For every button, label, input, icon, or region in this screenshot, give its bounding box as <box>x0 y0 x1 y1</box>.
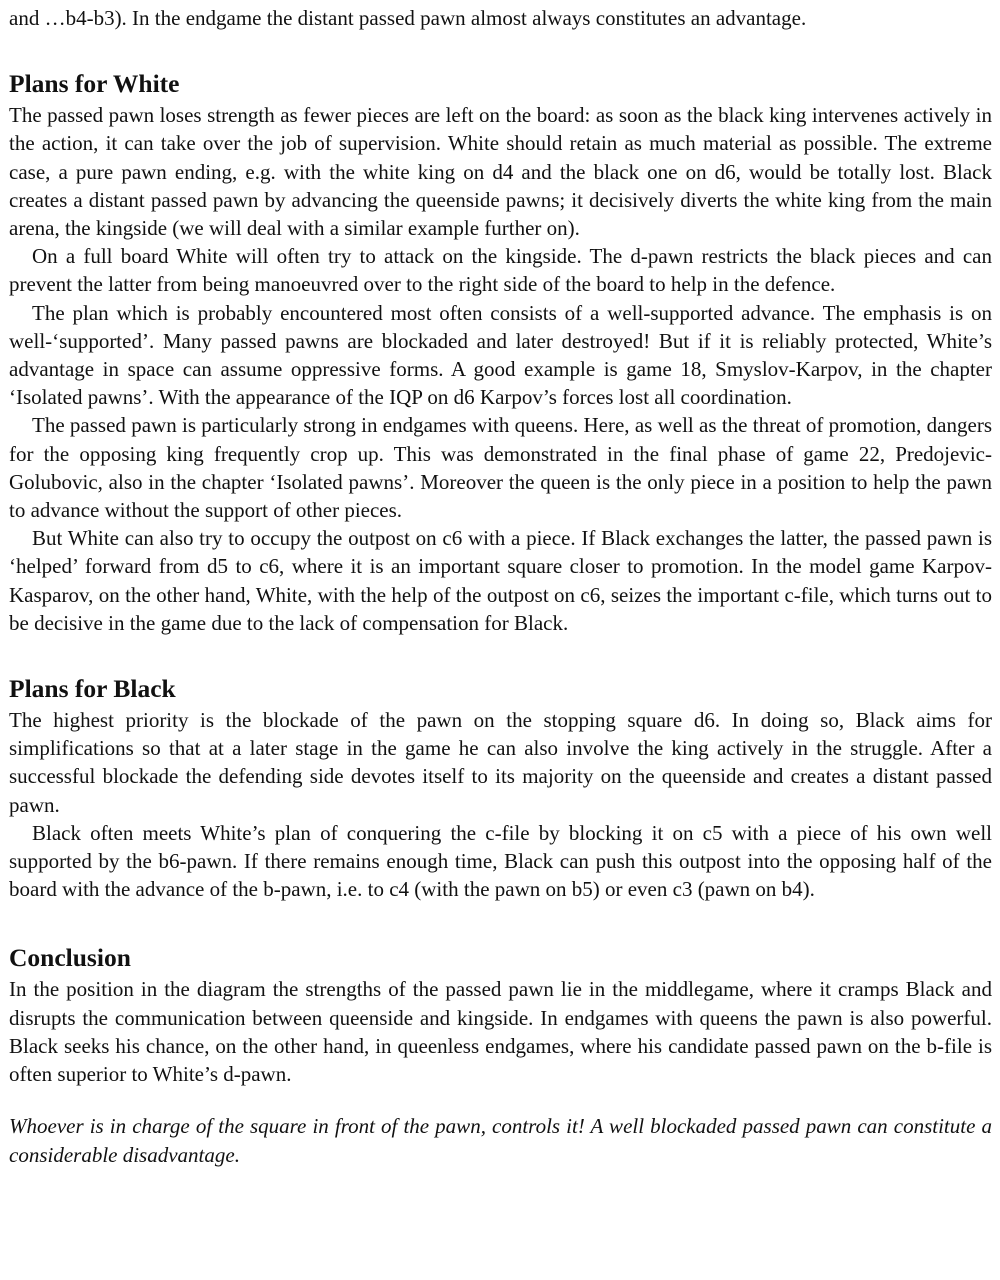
paragraph: The passed pawn is particularly strong in endgames with queens. Here, as well as the threat of promotion, dangers for the opposing king frequently crop up. This was demonstrated in the final phase of game 22, Predojevic-Golubovic, also in the chapter ‘Isolated pawns’. Moreover the queen is the only piece in a position to help the pawn to advance without the support of other pieces. <box>9 413 992 523</box>
paragraph: The plan which is probably encountered most often consists of a well-supported advance. The emphasis is on well-‘supported’. Many passed pawns are blockaded and later destroyed! But if it is reliably protected, White’s advantage in space can assume oppressive forms. A good example is game 18, Smyslov-Karpov, in the chapter ‘Isolated pawns’. With the appearance of the IQP on d6 Karpov’s forces lost all coordination. <box>9 300 992 410</box>
section-plans-black <box>9 672 992 903</box>
maxim-paragraph: Whoever is in charge of the square in front of the pawn, controls it! A well blockaded passed pawn can constitute a considerable disadvantage. <box>9 1114 992 1167</box>
paragraph: But White can also try to occupy the outpost on c6 with a piece. If Black exchanges the latter, the passed pawn is ‘helped’ forward from d5 to c6, where it is an important square closer to promotion. In the model game Karpov-Kasparov, on the other hand, White, with the help of the outpost on c6, seizes the important c-file, which turns out to be decisive in the game due to the lack of compensation for Black. <box>9 526 992 635</box>
paragraph: The passed pawn loses strength as fewer pieces are left on the board: as soon as the black king intervenes actively in the action, it can take over the job of supervision. White should retain as much material as possible. The extreme case, a pure pawn ending, e.g. with the white king on d4 and the black one on d6, would be totally lost. Black creates a distant passed pawn by advancing the queenside pawns; it decisively diverts the white king from the main arena, the kingside (we will deal with a similar example further on). <box>9 103 992 241</box>
section-plans-white <box>9 67 992 637</box>
section-heading-plans-white: Plans for White <box>9 69 180 99</box>
section-conclusion <box>9 941 992 1168</box>
paragraph: In the position in the diagram the strengths of the passed pawn lie in the middlegame, where it cramps Black and disrupts the communication between queenside and kingside. In endgames with queens the pawn is also powerful. Black seeks his chance, on the other hand, in queenless endgames, where his candidate passed pawn on the b-file is often superior to White’s d-pawn. <box>9 977 992 1087</box>
section-heading-plans-black: Plans for Black <box>9 674 176 704</box>
paragraph: Black often meets White’s plan of conquering the c-file by blocking it on c5 with a piece of his own well supported by the b6-pawn. If there remains enough time, Black can push this outpost into the opposing half of the board with the advance of the b-pawn, i.e. to c4 (with the pawn on b5) or even c3 (pawn on b4). <box>9 820 992 902</box>
paragraph: On a full board White will often try to attack on the kingside. The d-pawn restricts the black pieces and can prevent the latter from being manoeuvred over to the right side of the board to help in the defence. <box>9 244 992 297</box>
intro-paragraph: and …b4-b3). In the endgame the distant passed pawn almost always constitutes an advantage. <box>9 6 807 30</box>
paragraph: The highest priority is the blockade of the pawn on the stopping square d6. In doing so, Black aims for simplifications so that at a later stage in the game he can also involve the king actively in the struggle. After a successful blockade the defending side devotes itself to its majority on the queenside and creates a distant passed pawn. <box>9 708 992 817</box>
section-heading-conclusion: Conclusion <box>9 943 131 973</box>
